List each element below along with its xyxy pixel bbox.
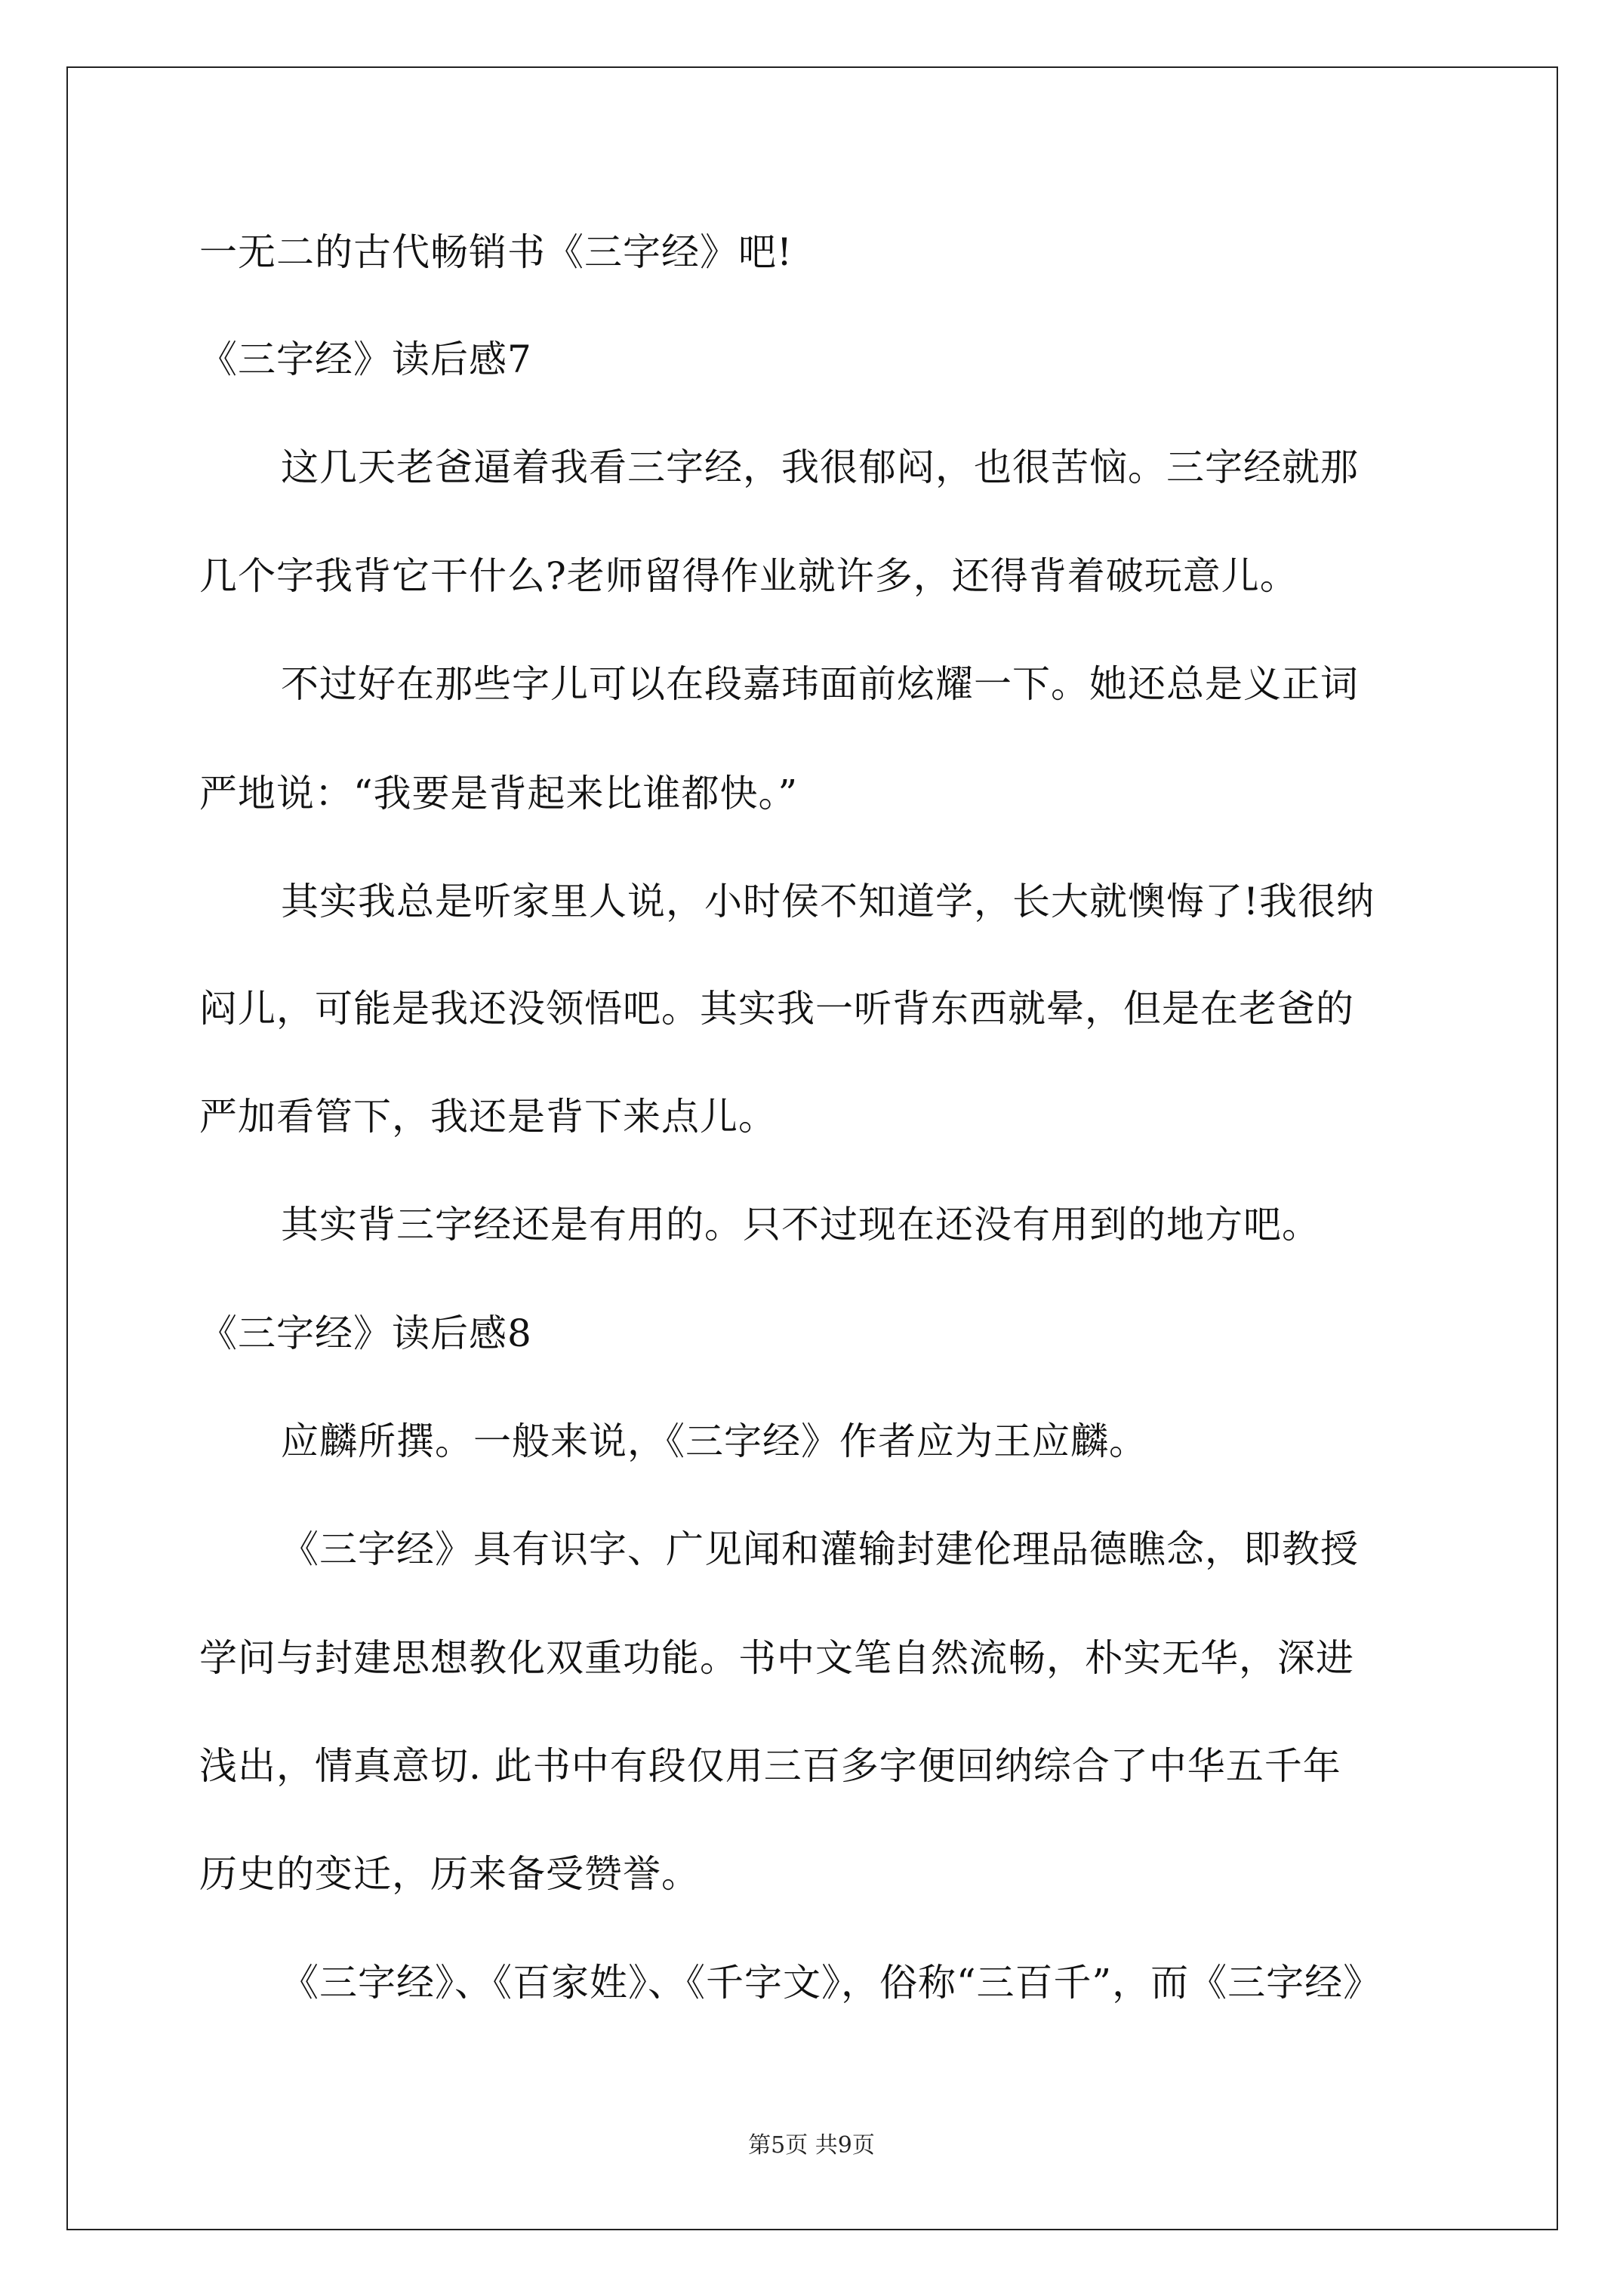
text-line: 闷儿，可能是我还没领悟吧。其实我一听背东西就晕，但是在老爸的 [199,987,1354,1031]
section-heading-7: 《三字经》读后感7 [199,337,532,381]
text-line: 历史的变迁，历来备受赞誉。 [199,1852,700,1896]
text-line: 其实背三字经还是有用的。只不过现在还没有用到的地方吧。 [281,1203,1320,1247]
text-line: 应麟所撰。一般来说，《三字经》作者应为王应麟。 [281,1419,1147,1463]
text-line: 学问与封建思想教化双重功能。书中文笔自然流畅，朴实无华，深进 [199,1636,1354,1680]
section-heading-8: 《三字经》读后感8 [199,1311,532,1355]
text-line: 这几天老爸逼着我看三字经，我很郁闷，也很苦恼。三字经就那 [281,445,1359,489]
page-number: 第5页 共9页 [748,2132,875,2159]
text-line: 严加看管下，我还是背下来点儿。 [199,1095,777,1139]
text-line: 不过好在那些字儿可以在段嘉玮面前炫耀一下。她还总是义正词 [281,662,1359,706]
text-line: 《三字经》具有识字、广见闻和灌输封建伦理品德瞧念，即教授 [281,1527,1359,1571]
text-line: 《三字经》、《百家姓》、《千字文》，俗称“三百千”，而《三字经》 [281,1961,1382,2005]
page-border [66,66,1558,2230]
text-line: 其实我总是听家里人说，小时侯不知道学，长大就懊悔了!我很纳 [281,880,1375,923]
text-line: 浅出，情真意切. 此书中有段仅用三百多字便回纳综合了中华五千年 [199,1744,1341,1788]
text-line: 一无二的古代畅销书《三字经》吧! [199,230,793,274]
text-line: 严地说：“我要是背起来比谁都快。” [199,772,799,815]
text-line: 几个字我背它干什么?老师留得作业就许多，还得背着破玩意儿。 [199,554,1298,598]
